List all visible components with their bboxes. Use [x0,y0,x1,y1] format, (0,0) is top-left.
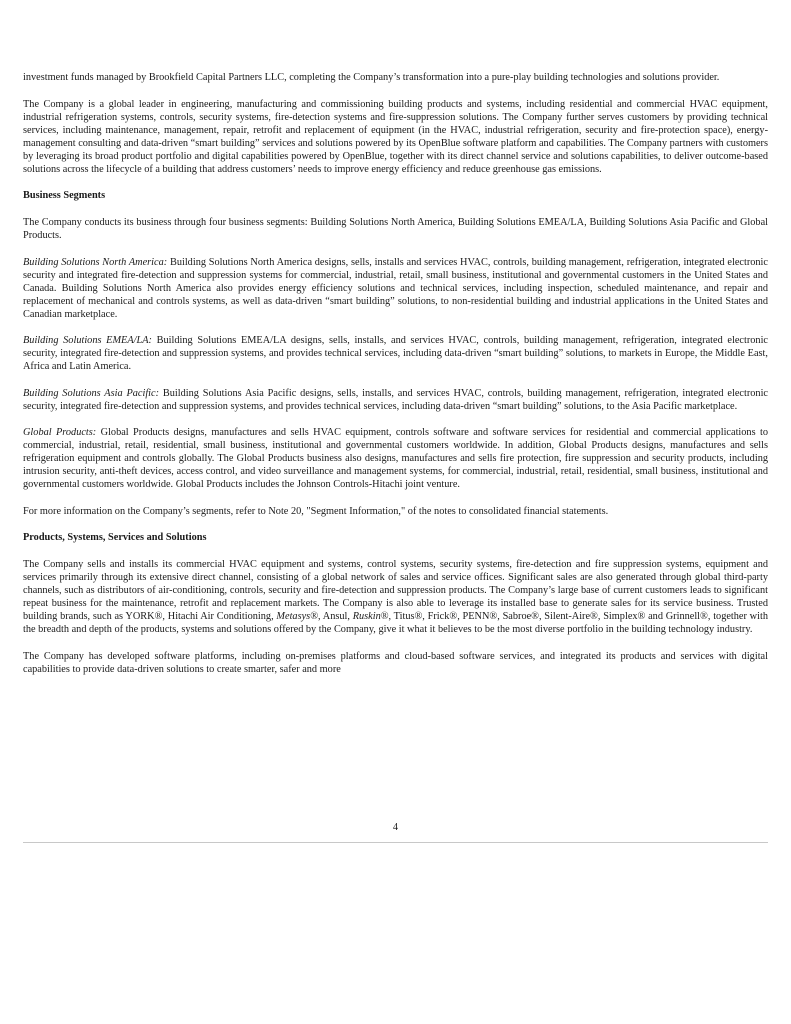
brand-metasys: Metasys® [276,611,318,622]
intro-paragraph-continuation: investment funds managed by Brookfield Capital Partners LLC, completing the Company’s transformation into a pure-play building technologies and solutions provider. [23,72,720,83]
segment-description: Building Solutions North America designs, sells, installs and services HVAC, controls, building management, refrigeration, integrated electronic security and integrated fire-detection and suppression systems for commercial, industrial, retail, small business, institutional and governmental customers in the United States and Canada. Building Solutions North America also provides energy efficiency solutions and technical services, including inspection, scheduled maintenance, and repair and replacement of mechanical and controls systems, as well as data-driven “smart building” solutions, to non-residential building and industrial applications in the United States and Canadian marketplace. [23,256,768,320]
products-text-part: ®, Titus®, Frick®, PENN®, Sabroe®, Silent-Aire®, Simplex® and Grinnell®, together with the breadth and depth of the products, systems and solutions offered by the Company, give it what it believes to be the most diverse portfolio in the building technology industry. [23,611,768,635]
segment-paragraph-asia-pacific [23,387,768,413]
products-text-part: The Company sells and installs its commercial HVAC equipment and systems, control systems, security systems, fire-detection and fire suppression systems, equipment and services primarily through its extensive direct channel, consisting of a global network of sales and service offices. Significant sales are also generated through global third-party channels, such as distributors of air-conditioning, controls, security and fire-detection and suppression products. The Company’s large base of current customers leads to significant repeat business for the maintenance, retrofit and replacement markets. The Company is also able to leverage its installed base to generate sales for its service business. Trusted building brands, such as YORK®, Hitachi Air Conditioning, [23,559,768,622]
products-heading: Products, Systems, Services and Solutions [23,532,207,543]
company-overview-paragraph: The Company is a global leader in engineering, manufacturing and commissioning building products and systems, including residential and commercial HVAC equipment, industrial refrigeration systems, controls, security systems, fire-detection systems and fire-suppression solutions. The Company further serves customers by providing technical services, including maintenance, management, repair, retrofit and replacement of equipment (in the HVAC, industrial refrigeration, security and fire-protection space), energy-management consulting and data-driven “smart building” services and solutions powered by its OpenBlue software platform and capabilities. The Company partners with customers by leveraging its broad product portfolio and digital capabilities powered by OpenBlue, together with its direct channel service and solutions capabilities, to deliver outcome-based solutions across the lifecycle of a building that address customers’ needs to improve energy efficiency and reduce greenhouse gas emissions. [23,98,768,175]
business-segments-heading: Business Segments [23,190,106,201]
page-number: 4 [392,822,399,833]
segment-paragraph-global-products [23,426,768,491]
segment-paragraph-north-america [23,256,768,321]
brand-ruskin: Ruskin [352,611,381,622]
segments-note-paragraph: For more information on the Company’s segments, refer to Note 20, "Segment Information," of the notes to consolidated financial statements. [23,505,609,517]
segment-name: Global Products: [23,427,97,438]
products-paragraph [23,558,768,636]
footer-divider [23,842,768,843]
segment-description: Building Solutions EMEA/LA designs, sells, installs, and services HVAC, controls, building management, refrigeration, integrated electronic security, integrated fire-detection and suppression systems, and provides technical services, including data-driven “smart building” solutions, to markets in Europe, the Middle East, Africa and Latin America. [23,335,769,372]
segment-description: Building Solutions Asia Pacific designs, sells, installs, and services HVAC, controls, building management, refrigeration, integrated electronic security, integrated fire-detection and suppression systems, and provides technical services, including data-driven “smart building” solutions, to the Asia Pacific marketplace. [23,387,768,412]
segments-intro-paragraph: The Company conducts its business through four business segments: Building Solutions North America, Building Solutions EMEA/LA, Building Solutions Asia Pacific and Global Products. [23,217,768,241]
segment-name: Building Solutions North America: [23,256,168,268]
segment-name: Building Solutions EMEA/LA: [23,335,152,346]
segment-description: Global Products designs, manufactures and sells HVAC equipment, controls software and software services for residential and commercial applications to commercial, industrial, retail, residential, small business, institutional and governmental customers worldwide. In addition, Global Products designs, manufactures and sells refrigeration equipment and controls globally. The Global Products business also designs, manufactures and sells fire protection, fire suppression and security products, including intrusion security, anti-theft devices, access control, and video surveillance and management systems, for commercial, industrial, retail, residential, small business, institutional and governmental customers worldwide. Global Products includes the Johnson Controls-Hitachi joint venture. [23,427,768,490]
document-body [23,71,768,689]
segment-paragraph-emea-la [23,334,768,373]
software-platforms-paragraph: The Company has developed software platforms, including on-premises platforms and cloud-based software services, and integrated its products and services with digital capabilities to provide data-driven solutions to create smarter, safer and more [23,650,768,675]
products-text-part: , Ansul, [318,611,353,622]
segment-name: Building Solutions Asia Pacific: [23,387,160,399]
